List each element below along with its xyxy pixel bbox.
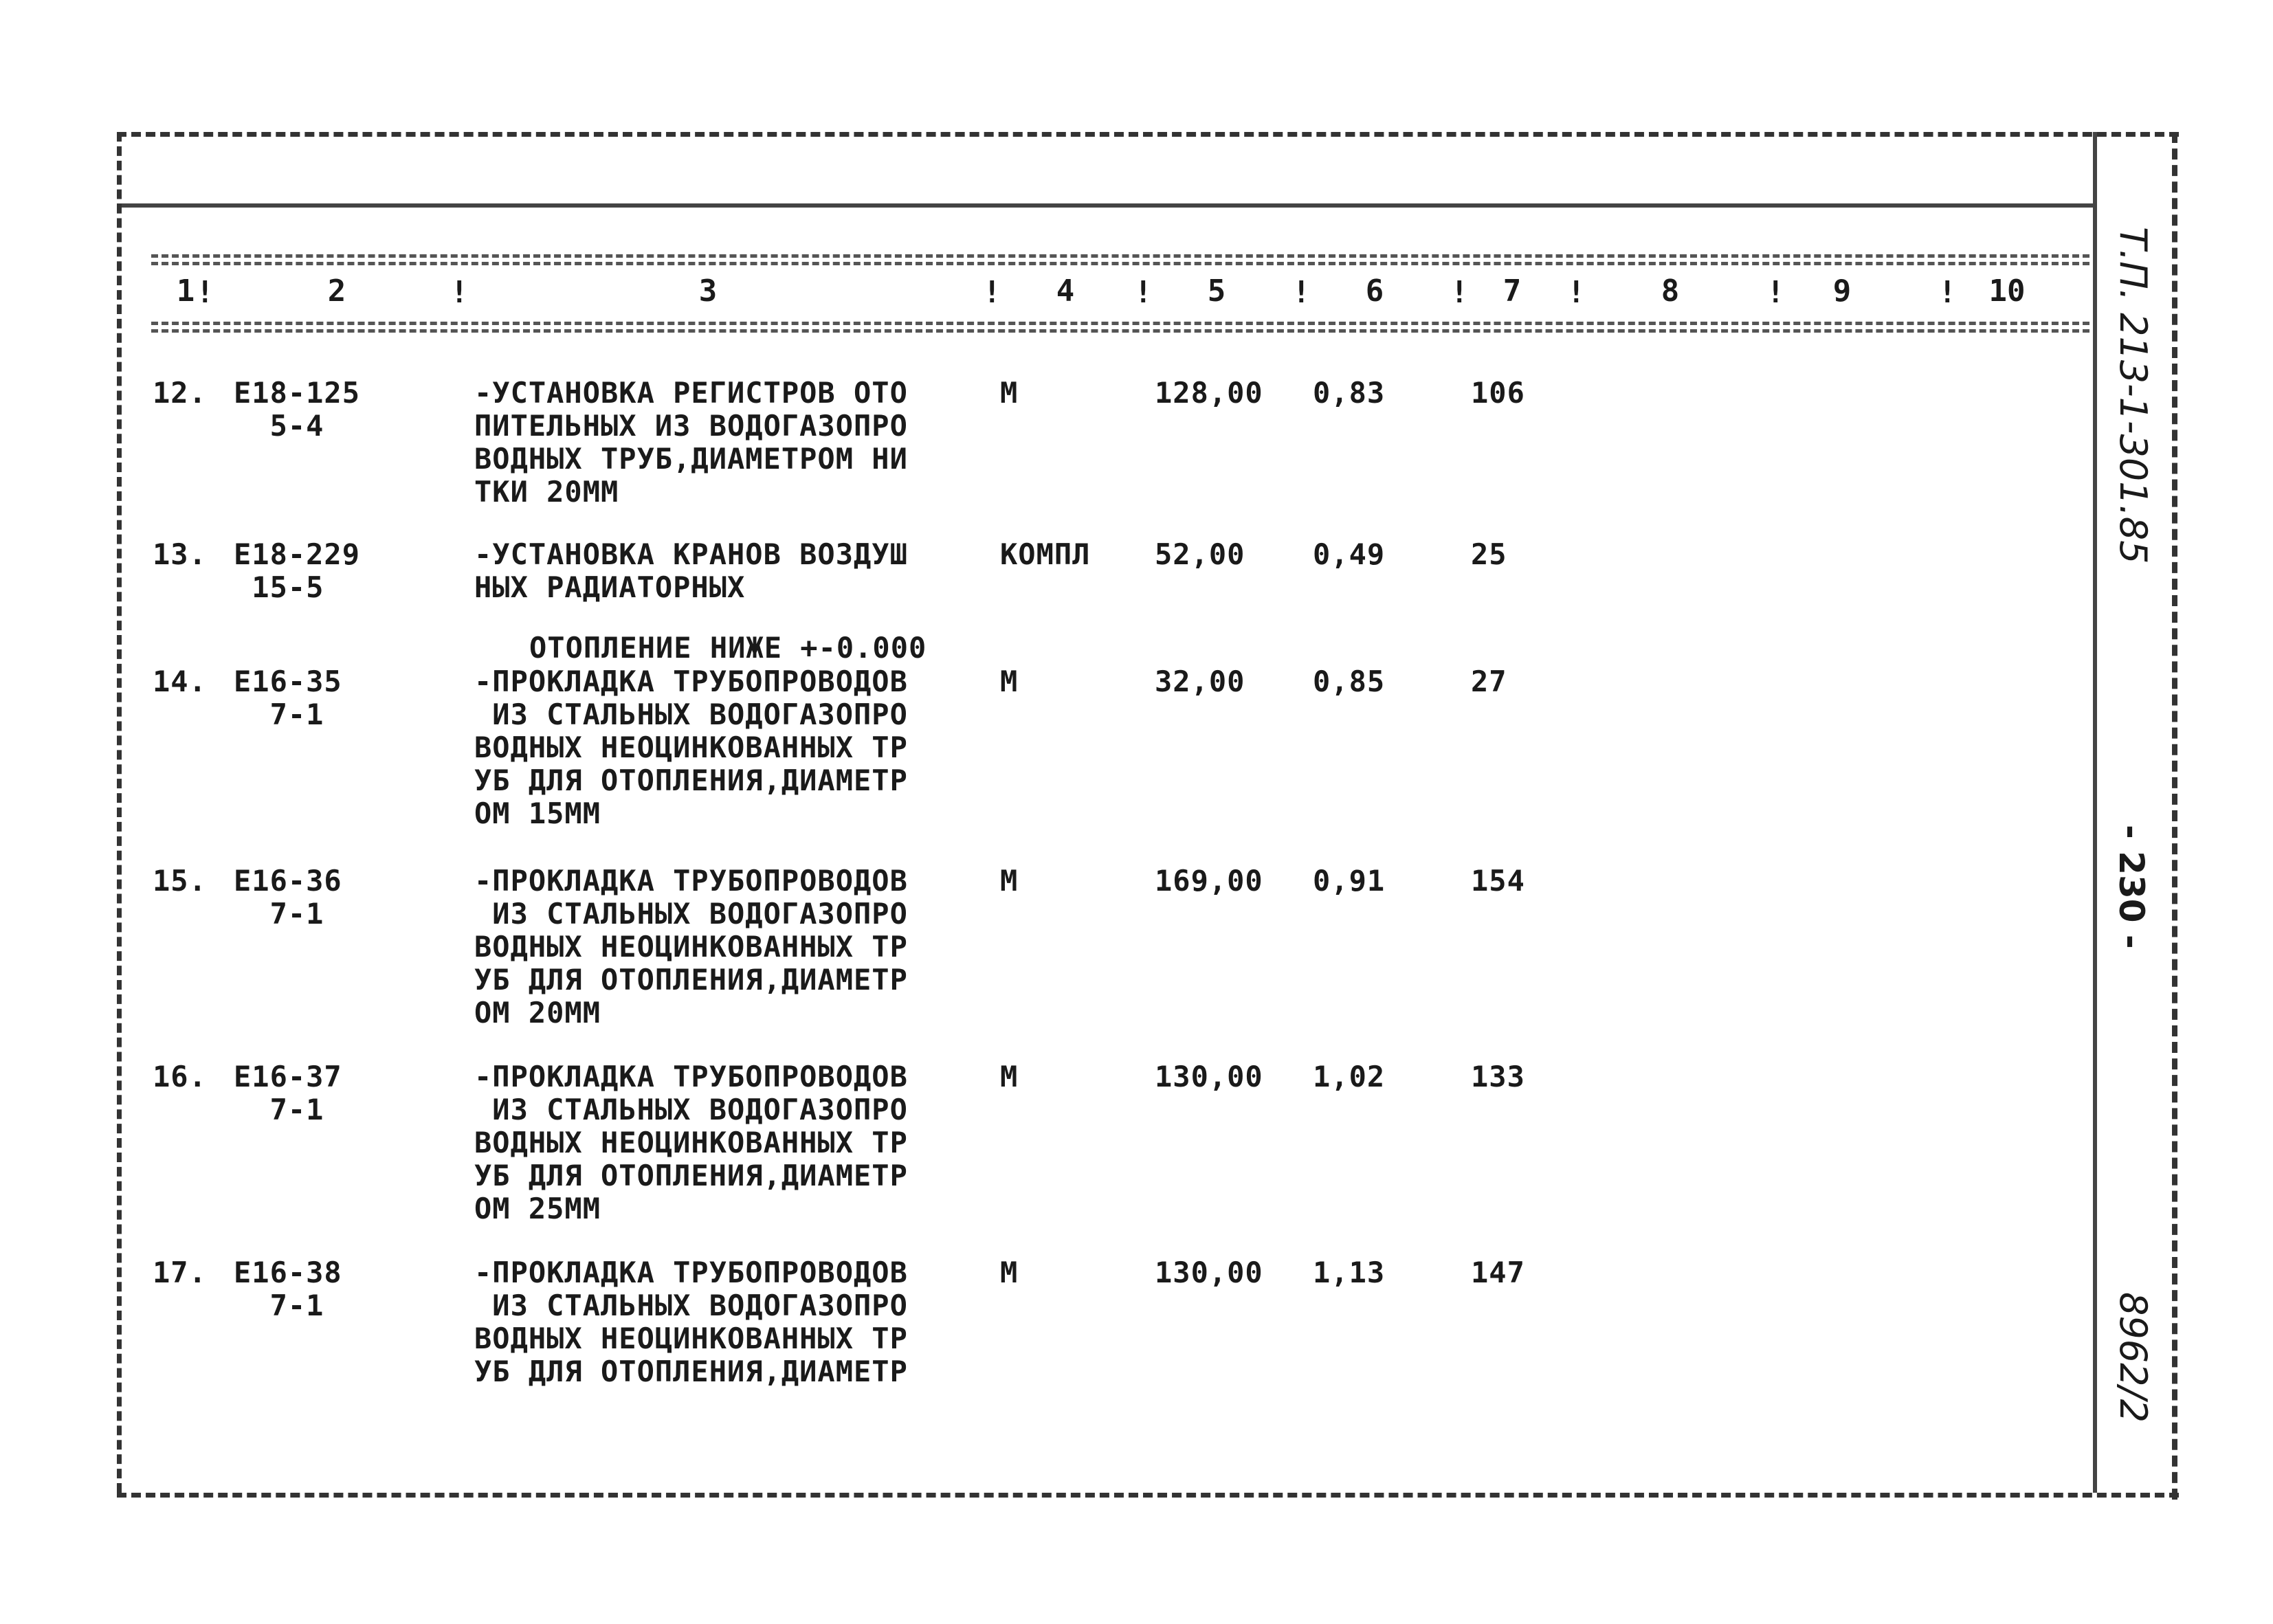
column-header: 3 (698, 274, 718, 309)
row-number: 16. (153, 1060, 207, 1093)
price-code: Е16-38 7-1 (234, 1256, 342, 1322)
quantity: 169,00 (1155, 864, 1263, 898)
unit: М (1000, 1060, 1019, 1093)
total-cost: 154 (1471, 864, 1525, 898)
column-header: 6 (1365, 274, 1384, 309)
total-cost: 147 (1471, 1256, 1525, 1289)
frame-header-line (117, 203, 2096, 208)
sheet-number: 8962/2 (2111, 1292, 2155, 1423)
price-code: Е16-36 7-1 (234, 864, 342, 931)
total-cost: 25 (1471, 537, 1507, 571)
column-separator: ! (196, 275, 214, 310)
row-number: 14. (153, 665, 207, 698)
column-header: 5 (1207, 274, 1226, 309)
total-cost: 106 (1471, 376, 1525, 410)
column-header: 9 (1832, 274, 1852, 309)
column-header: 1 (176, 274, 195, 309)
column-separator: ! (1938, 275, 1957, 310)
frame-right-inner-border (2093, 132, 2097, 1493)
work-description: -УСТАНОВКА РЕГИСТРОВ ОТО ПИТЕЛЬНЫХ ИЗ ВОДОГАЗОПРО ВОДНЫХ ТРУБ,ДИАМЕТРОМ НИ ТКИ 20ММ (474, 376, 908, 509)
column-header: 10 (1988, 274, 2026, 309)
frame-left-border (117, 132, 122, 1493)
unit: М (1000, 1256, 1019, 1289)
unit-rate: 1,02 (1313, 1060, 1386, 1093)
price-code: Е16-35 7-1 (234, 665, 342, 731)
work-description: -УСТАНОВКА КРАНОВ ВОЗДУШ НЫХ РАДИАТОРНЫХ (474, 537, 908, 604)
row-number: 13. (153, 537, 207, 571)
frame-right-outer-border (2172, 132, 2177, 1500)
column-separator: ! (1567, 275, 1586, 310)
column-separator: ! (1134, 275, 1153, 310)
unit-rate: 0,85 (1313, 665, 1386, 698)
quantity: 130,00 (1155, 1060, 1263, 1093)
frame-bottom-border (117, 1493, 2179, 1498)
column-header: 7 (1503, 274, 1522, 309)
column-header: 8 (1661, 274, 1680, 309)
column-header: 4 (1056, 274, 1075, 309)
column-separator: ! (450, 275, 469, 310)
header-bottom-rule (151, 322, 2089, 333)
price-code: Е16-37 7-1 (234, 1060, 342, 1126)
price-code: Е18-229 15-5 (234, 537, 361, 604)
row-number: 12. (153, 376, 207, 410)
section-title: ОТОПЛЕНИЕ НИЖЕ +-0.000 (529, 631, 927, 665)
row-number: 17. (153, 1256, 207, 1289)
page-number: - 230 - (2111, 825, 2151, 949)
frame-top-border (117, 132, 2179, 137)
header-top-rule (151, 254, 2089, 265)
column-separator: ! (1292, 275, 1311, 310)
quantity: 130,00 (1155, 1256, 1263, 1289)
column-header: 2 (327, 274, 346, 309)
unit-rate: 0,91 (1313, 864, 1386, 898)
column-separator: ! (983, 275, 1001, 310)
work-description: -ПРОКЛАДКА ТРУБОПРОВОДОВ ИЗ СТАЛЬНЫХ ВОДОГАЗОПРО ВОДНЫХ НЕОЦИНКОВАННЫХ ТР УБ ДЛЯ ОТОПЛЕНИЯ,ДИАМЕТР ОМ 20ММ (474, 864, 908, 1030)
unit-rate: 0,83 (1313, 376, 1386, 410)
price-code: Е18-125 5-4 (234, 376, 361, 443)
unit: М (1000, 665, 1019, 698)
total-cost: 133 (1471, 1060, 1525, 1093)
work-description: -ПРОКЛАДКА ТРУБОПРОВОДОВ ИЗ СТАЛЬНЫХ ВОДОГАЗОПРО ВОДНЫХ НЕОЦИНКОВАННЫХ ТР УБ ДЛЯ ОТОПЛЕНИЯ,ДИАМЕТР ОМ 25ММ (474, 1060, 908, 1225)
column-separator: ! (1450, 275, 1469, 310)
unit: КОМПЛ (1000, 537, 1091, 571)
column-separator: ! (1766, 275, 1785, 310)
quantity: 32,00 (1155, 665, 1245, 698)
quantity: 52,00 (1155, 537, 1245, 571)
work-description: -ПРОКЛАДКА ТРУБОПРОВОДОВ ИЗ СТАЛЬНЫХ ВОДОГАЗОПРО ВОДНЫХ НЕОЦИНКОВАННЫХ ТР УБ ДЛЯ ОТОПЛЕНИЯ,ДИАМЕТР (474, 1256, 908, 1388)
unit: М (1000, 376, 1019, 410)
document-code: Т.П. 213-1-301.85 (2111, 227, 2155, 564)
total-cost: 27 (1471, 665, 1507, 698)
unit-rate: 0,49 (1313, 537, 1386, 571)
row-number: 15. (153, 864, 207, 898)
quantity: 128,00 (1155, 376, 1263, 410)
work-description: -ПРОКЛАДКА ТРУБОПРОВОДОВ ИЗ СТАЛЬНЫХ ВОДОГАЗОПРО ВОДНЫХ НЕОЦИНКОВАННЫХ ТР УБ ДЛЯ ОТОПЛЕНИЯ,ДИАМЕТР ОМ 15ММ (474, 665, 908, 830)
unit-rate: 1,13 (1313, 1256, 1386, 1289)
unit: М (1000, 864, 1019, 898)
